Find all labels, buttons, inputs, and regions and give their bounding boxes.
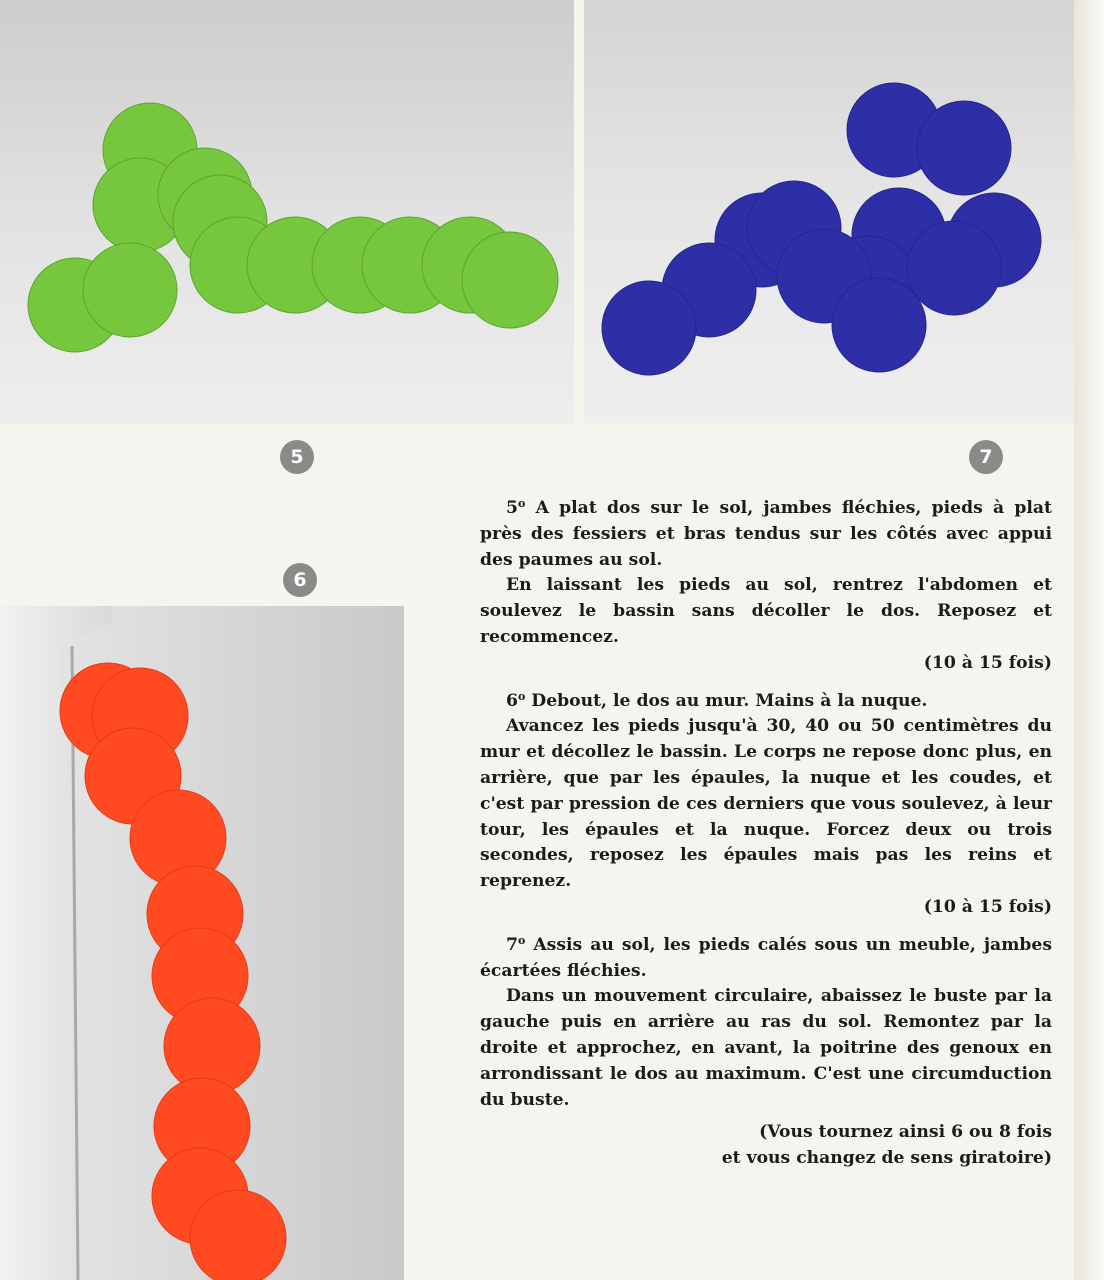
exercise-7-number: 7$^o$ <box>506 933 526 955</box>
red-discs-standing-figure <box>0 606 404 1280</box>
paper-disc <box>917 101 1011 195</box>
exercise-7-repeat-line-1: (Vous tournez ainsi 6 ou 8 fois <box>759 1122 1052 1143</box>
exercise-5-number: 5$^o$ <box>506 497 526 518</box>
paper-disc <box>602 281 696 375</box>
exercise-6-repeat: (10 à 15 fois) <box>923 896 1052 917</box>
exercise-6-description: 6$^o$ Debout, le dos au mur. Mains à la nuque. <box>506 689 928 711</box>
figure-7-badge: 7 <box>969 440 1003 474</box>
exercise-6-number: 6$^o$ <box>506 689 526 711</box>
paper-disc <box>83 243 177 337</box>
paper-disc <box>907 221 1001 315</box>
exercise-5-description: 5$^o$ A plat dos sur le sol, jambes fléchies, pieds à plat près des fessiers et bras tendus sur les côtés avec appui des paumes au sol. <box>480 497 1053 570</box>
paper-disc <box>190 1190 286 1280</box>
exercise-7-instructions: Dans un mouvement circulaire, abaissez le buste par la gauche puis en arrière au ras du sol. Remontez par la droite et approchez, en avant, la poitrine des genoux en arrondissant le dos au maximum. C'est une circumduction du buste. <box>480 986 1052 1110</box>
figure-5-badge: 5 <box>280 440 314 474</box>
exercise-6-instructions: Avancez les pieds jusqu'à 30, 40 ou 50 centimètres du mur et décollez le bassin. Le corps ne repose donc plus, en arrière, que par les épaules, la nuque et les coudes, et c'est par pression de ces derniers que vous soulevez, à leur tour, les épaules et la nuque. Forcez deux ou trois secondes, reposez les épaules mais pas les reins et reprenez. <box>480 716 1052 892</box>
figure-6-photo <box>0 606 404 1280</box>
figure-5-photo <box>0 0 574 424</box>
figure-7-photo <box>584 0 1074 424</box>
exercise-5-instructions: En laissant les pieds au sol, rentrez l'abdomen et soulevez le bassin sans décoller le dos. Reposez et recommencez. <box>480 575 1052 647</box>
exercise-7-repeat-line-2: et vous changez de sens giratoire) <box>721 1148 1052 1169</box>
figure-6-badge: 6 <box>283 563 317 597</box>
exercise-5-repeat: (10 à 15 fois) <box>923 652 1052 673</box>
paper-disc <box>462 232 558 328</box>
green-discs-lying-figure <box>0 0 574 424</box>
page-edge <box>1074 0 1104 1280</box>
blue-discs-sitting-figure <box>584 0 1074 424</box>
exercise-7-description: 7$^o$ Assis au sol, les pieds calés sous un meuble, jambes écartées fléchies. <box>480 933 1053 981</box>
exercise-text-column <box>480 491 1052 1172</box>
paper-disc <box>832 278 926 372</box>
